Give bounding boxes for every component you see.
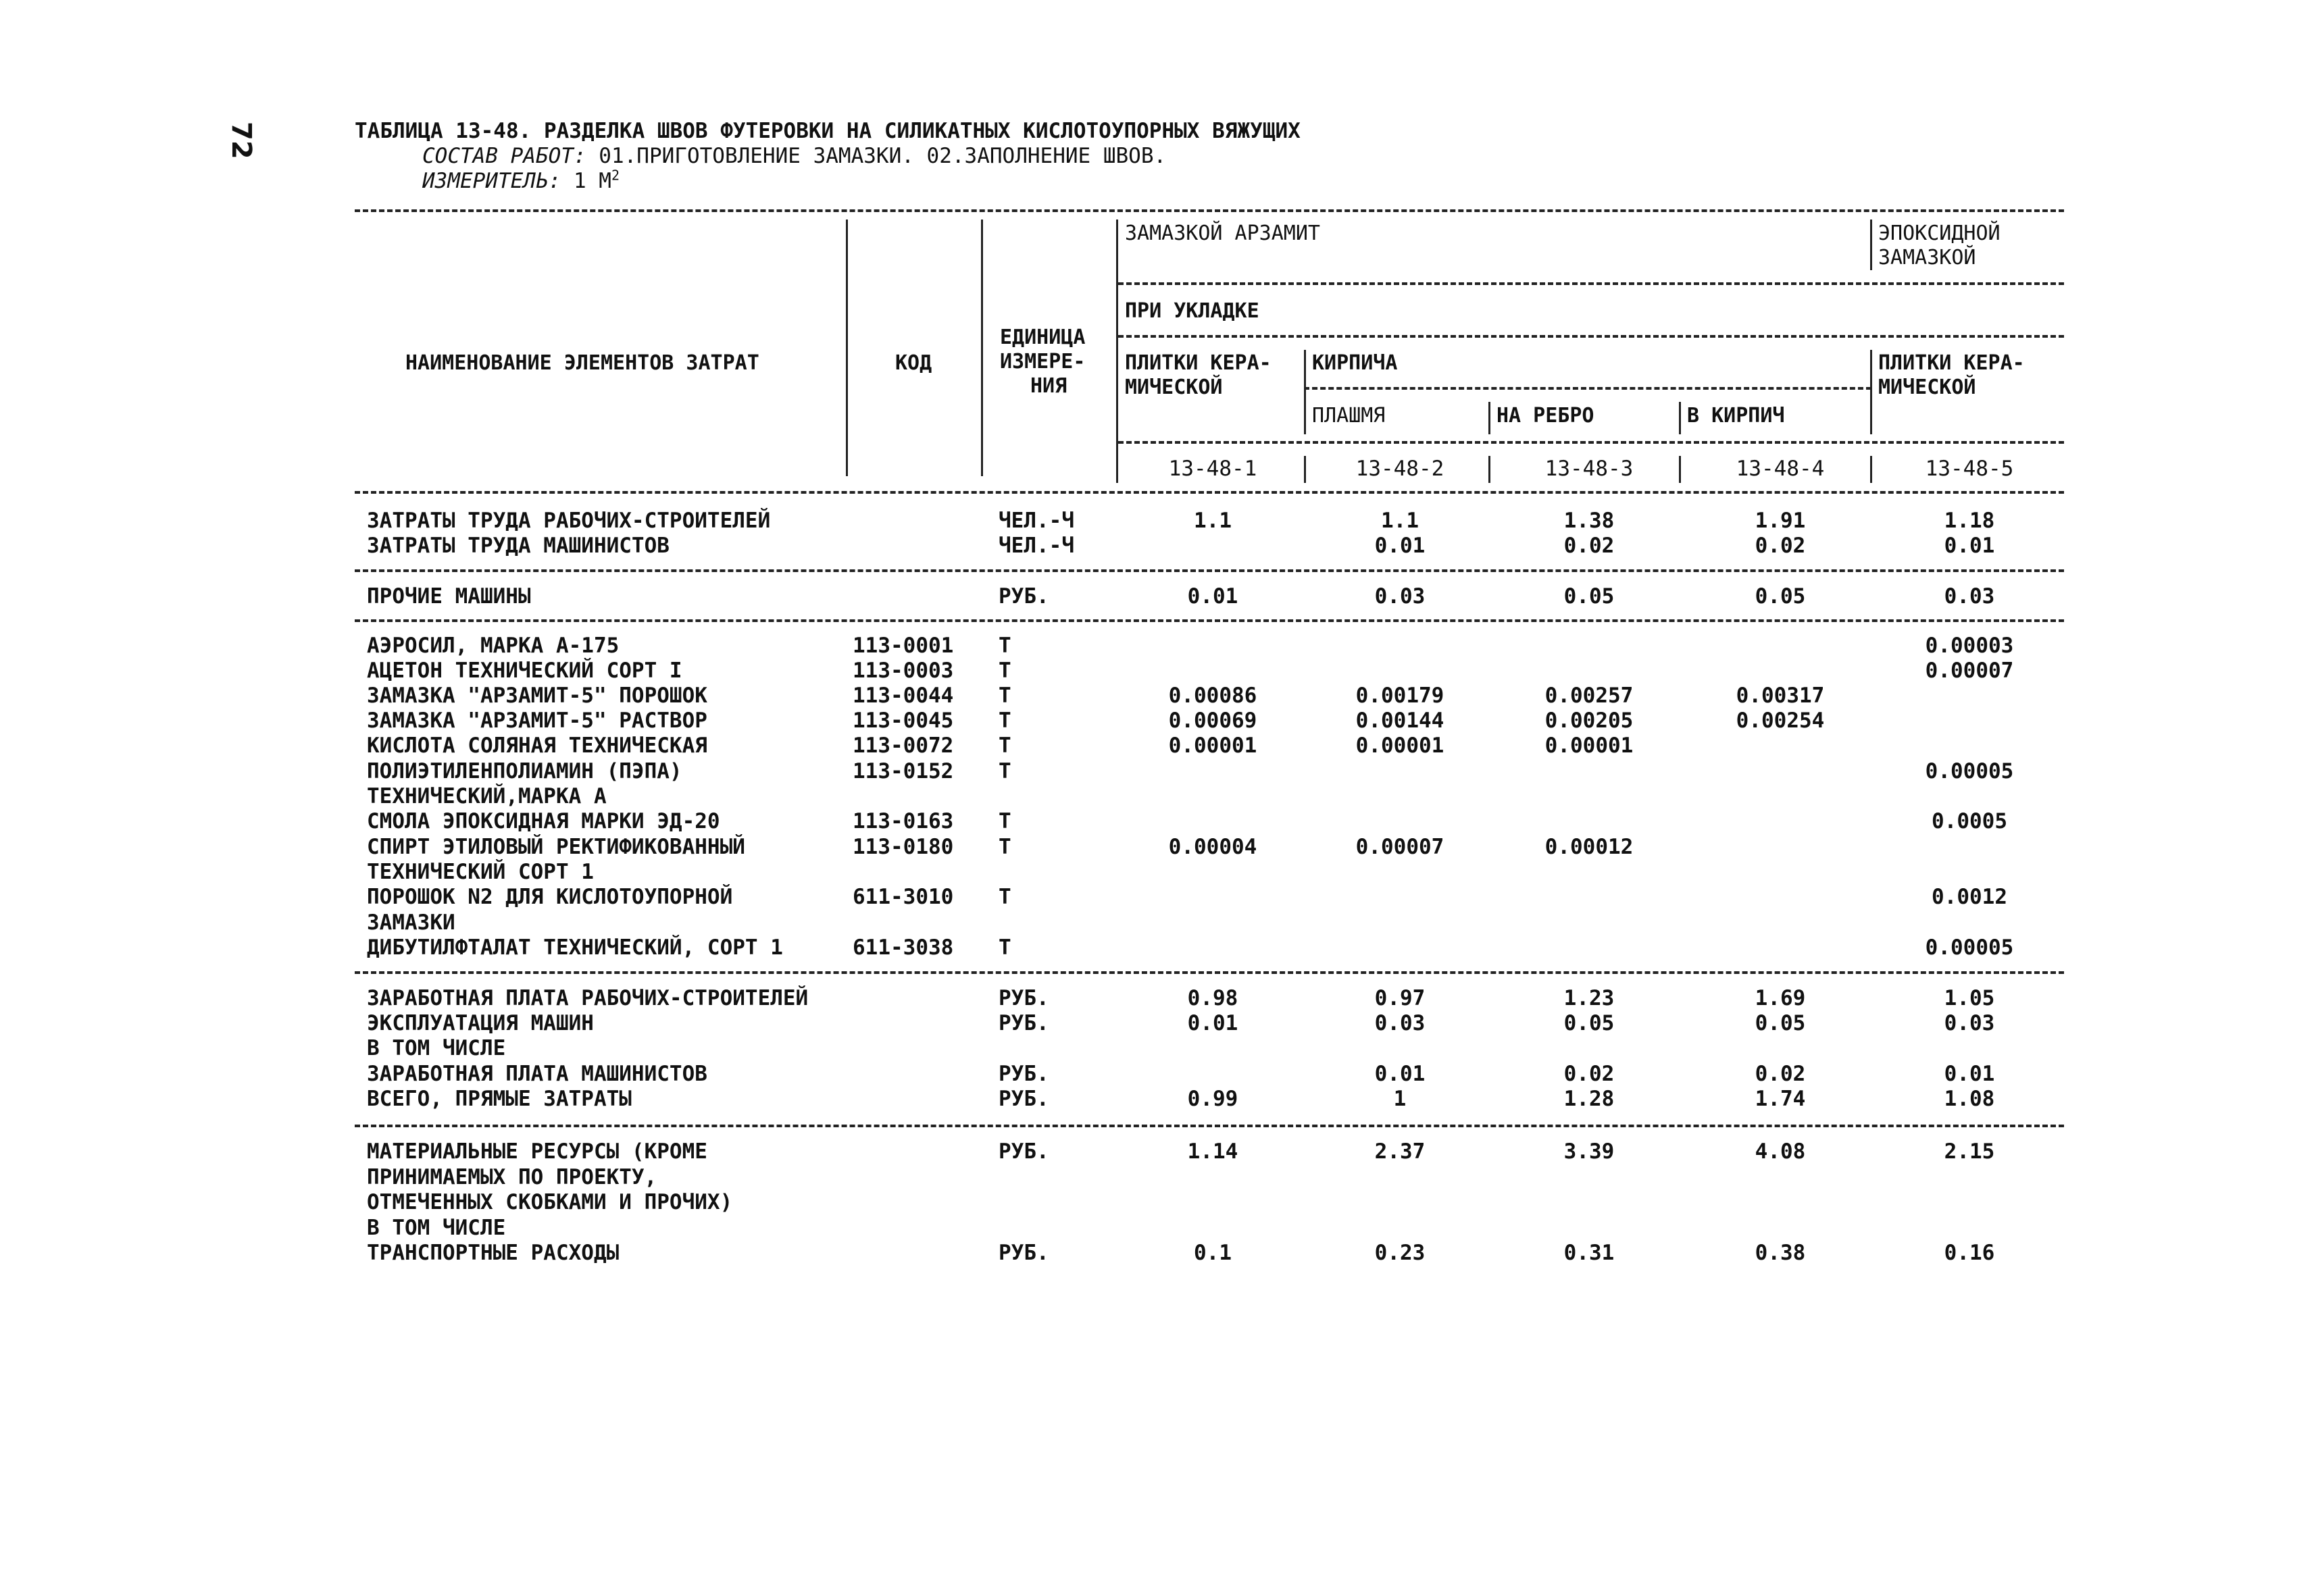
header-code-4: 13-48-4 [1736, 457, 1825, 481]
vbar-unit-values [1116, 220, 1118, 483]
vbar-brick [1304, 350, 1306, 434]
row-unit: РУБ. [999, 584, 1049, 609]
row-value-2: 0.00144 [1355, 709, 1444, 733]
row-name: ПРИНИМАЕМЫХ ПО ПРОЕКТУ, [367, 1165, 657, 1189]
header-epoxy-1: ЭПОКСИДНОЙ [1878, 222, 2001, 245]
header-rule-4 [1118, 441, 2064, 444]
row-name: ПОЛИЭТИЛЕНПОЛИАМИН (ПЭПА) [367, 759, 682, 783]
row-value-5: 1.18 [1944, 509, 1995, 533]
header-tiles-2: МИЧЕСКОЙ [1125, 376, 1223, 399]
row-value-4: 0.05 [1755, 584, 1806, 609]
row-value-1: 0.00086 [1168, 684, 1257, 708]
row-value-4: 1.91 [1755, 509, 1806, 533]
row-value-3: 3.39 [1563, 1139, 1615, 1164]
vbar-in-brick [1679, 402, 1681, 434]
row-value-4: 4.08 [1755, 1139, 1806, 1164]
header-code-5: 13-48-5 [1925, 457, 2014, 481]
composition-text: 01.ПРИГОТОВЛЕНИЕ ЗАМАЗКИ. 02.ЗАПОЛНЕНИЕ ШВОВ. [586, 144, 1167, 168]
header-laying: ПРИ УКЛАДКЕ [1125, 299, 1259, 323]
vbar-code-unit [981, 220, 983, 476]
row-name: ПРОЧИЕ МАШИНЫ [367, 584, 531, 609]
row-code: 611-3038 [853, 935, 954, 960]
row-value-2: 1 [1393, 1087, 1407, 1111]
row-unit: Т [999, 733, 1011, 758]
row-name: ЗАМАЗКИ [367, 910, 455, 935]
row-value-3: 0.05 [1563, 1011, 1615, 1035]
row-value-4: 0.00317 [1736, 684, 1825, 708]
row-value-5: 0.00003 [1925, 634, 2014, 658]
row-value-1: 1.14 [1187, 1139, 1238, 1164]
composition-line [422, 144, 1166, 168]
row-code: 113-0163 [853, 809, 954, 833]
row-value-2: 0.97 [1374, 986, 1426, 1010]
vbar-epoxy-top [1870, 220, 1872, 270]
header-tiles-1: ПЛИТКИ КЕРА- [1125, 351, 1272, 375]
section-rule-1 [355, 569, 2064, 572]
section-rule-3 [355, 971, 2064, 974]
header-unit-2: ИЗМЕРЕ- [1000, 350, 1086, 374]
row-unit: РУБ. [999, 1011, 1049, 1035]
row-value-1: 0.01 [1187, 1011, 1238, 1035]
header-code-col: КОД [895, 351, 932, 375]
vbar-code-2 [1304, 456, 1306, 483]
row-name: ВСЕГО, ПРЯМЫЕ ЗАТРАТЫ [367, 1087, 632, 1111]
measure-sup: 2 [611, 167, 620, 184]
row-name: ПОРОШОК N2 ДЛЯ КИСЛОТОУПОРНОЙ [367, 885, 733, 909]
row-value-2: 0.01 [1374, 1062, 1426, 1086]
header-bottom-rule [355, 491, 2064, 494]
row-code: 113-0045 [853, 709, 954, 733]
row-value-2: 1.1 [1381, 509, 1419, 533]
row-value-5: 0.03 [1944, 1011, 1995, 1035]
row-name: ЭКСПЛУАТАЦИЯ МАШИН [367, 1011, 594, 1035]
row-value-3: 1.28 [1563, 1087, 1615, 1111]
header-unit-3: НИЯ [1030, 374, 1067, 398]
row-value-4: 0.38 [1755, 1241, 1806, 1265]
header-tiles5-1: ПЛИТКИ КЕРА- [1878, 351, 2025, 375]
row-value-3: 1.23 [1563, 986, 1615, 1010]
header-flat: ПЛАШМЯ [1312, 404, 1386, 428]
header-in-brick: В КИРПИЧ [1687, 404, 1785, 428]
row-name: ЗАТРАТЫ ТРУДА РАБОЧИХ-СТРОИТЕЛЕЙ [367, 509, 771, 533]
row-code: 113-0003 [853, 659, 954, 683]
row-name: ДИБУТИЛФТАЛАТ ТЕХНИЧЕСКИЙ, СОРТ 1 [367, 935, 783, 960]
row-unit: Т [999, 935, 1011, 960]
measure-text: 1 М [561, 169, 611, 193]
header-epoxy-2: ЗАМАЗКОЙ [1878, 246, 1976, 269]
row-value-3: 0.31 [1563, 1241, 1615, 1265]
row-value-1: 0.98 [1187, 986, 1238, 1010]
table-title: ТАБЛИЦА 13-48. РАЗДЕЛКА ШВОВ ФУТЕРОВКИ НА СИЛИКАТНЫХ КИСЛОТОУПОРНЫХ ВЯЖУЩИХ [355, 119, 1301, 143]
row-value-2: 0.00001 [1355, 733, 1444, 758]
vbar-code-5 [1870, 456, 1872, 483]
row-unit: Т [999, 759, 1011, 783]
row-unit: Т [999, 684, 1011, 708]
section-rule-2 [355, 619, 2064, 622]
row-value-5: 0.01 [1944, 534, 1995, 558]
row-value-5: 0.0005 [1932, 809, 2007, 833]
row-value-5: 0.03 [1944, 584, 1995, 609]
row-code: 113-0044 [853, 684, 954, 708]
row-value-5: 2.15 [1944, 1139, 1995, 1164]
vbar-edge [1488, 402, 1490, 434]
row-unit: ЧЕЛ.-Ч [999, 509, 1074, 533]
row-name: В ТОМ ЧИСЛЕ [367, 1216, 506, 1240]
row-value-5: 0.00005 [1925, 935, 2014, 960]
row-value-2: 0.23 [1374, 1241, 1426, 1265]
row-value-5: 0.0012 [1932, 885, 2007, 909]
header-rule-2 [1118, 335, 2064, 338]
row-value-3: 0.00205 [1544, 709, 1634, 733]
row-value-1: 1.1 [1194, 509, 1232, 533]
row-value-4: 0.02 [1755, 534, 1806, 558]
row-unit: РУБ. [999, 986, 1049, 1010]
row-name: ЗАРАБОТНАЯ ПЛАТА РАБОЧИХ-СТРОИТЕЛЕЙ [367, 986, 809, 1010]
row-value-1: 0.00069 [1168, 709, 1257, 733]
row-code: 113-0001 [853, 634, 954, 658]
row-name: АЦЕТОН ТЕХНИЧЕСКИЙ СОРТ I [367, 659, 682, 683]
row-value-5: 0.00007 [1925, 659, 2014, 683]
header-code-3: 13-48-3 [1544, 457, 1634, 481]
row-value-3: 0.00001 [1544, 733, 1634, 758]
row-unit: Т [999, 885, 1011, 909]
row-name: СПИРТ ЭТИЛОВЫЙ РЕКТИФИКОВАННЫЙ [367, 835, 745, 859]
row-unit: Т [999, 835, 1011, 859]
row-name: ТРАНСПОРТНЫЕ РАСХОДЫ [367, 1241, 620, 1265]
header-brick: КИРПИЧА [1312, 351, 1398, 375]
row-name: СМОЛА ЭПОКСИДНАЯ МАРКИ ЭД-20 [367, 809, 720, 833]
row-value-4: 0.05 [1755, 1011, 1806, 1035]
vbar-code-3 [1488, 456, 1490, 483]
row-value-5: 0.01 [1944, 1062, 1995, 1086]
row-value-5: 0.00005 [1925, 759, 2014, 783]
row-value-3: 0.05 [1563, 584, 1615, 609]
row-value-1: 0.00001 [1168, 733, 1257, 758]
header-tiles5-2: МИЧЕСКОЙ [1878, 376, 1976, 399]
row-value-5: 0.16 [1944, 1241, 1995, 1265]
row-value-2: 2.37 [1374, 1139, 1426, 1164]
row-name: ОТМЕЧЕННЫХ СКОБКАМИ И ПРОЧИХ) [367, 1190, 733, 1214]
row-name: ЗАТРАТЫ ТРУДА МАШИНИСТОВ [367, 534, 670, 558]
row-value-3: 0.02 [1563, 1062, 1615, 1086]
row-value-4: 0.02 [1755, 1062, 1806, 1086]
vbar-tiles5 [1870, 350, 1872, 434]
row-value-1: 0.01 [1187, 584, 1238, 609]
row-value-2: 0.01 [1374, 534, 1426, 558]
row-unit: Т [999, 709, 1011, 733]
row-name: ТЕХНИЧЕСКИЙ СОРТ 1 [367, 860, 594, 884]
row-unit: РУБ. [999, 1139, 1049, 1164]
measure-label: ИЗМЕРИТЕЛЬ: [422, 169, 561, 193]
row-name: МАТЕРИАЛЬНЫЕ РЕСУРСЫ (КРОМЕ [367, 1139, 707, 1164]
row-code: 113-0072 [853, 733, 954, 758]
row-unit: ЧЕЛ.-Ч [999, 534, 1074, 558]
row-unit: РУБ. [999, 1087, 1049, 1111]
row-value-2: 0.00007 [1355, 835, 1444, 859]
section-rule-4 [355, 1125, 2064, 1127]
row-name: В ТОМ ЧИСЛЕ [367, 1036, 506, 1060]
header-name-col: НАИМЕНОВАНИЕ ЭЛЕМЕНТОВ ЗАТРАТ [405, 351, 759, 375]
measure-line [422, 169, 620, 193]
row-value-1: 0.99 [1187, 1087, 1238, 1111]
row-name: ЗАМАЗКА "АРЗАМИТ-5" РАСТВОР [367, 709, 707, 733]
row-name: АЭРОСИЛ, МАРКА А-175 [367, 634, 620, 658]
row-name: КИСЛОТА СОЛЯНАЯ ТЕХНИЧЕСКАЯ [367, 733, 707, 758]
row-value-4: 0.00254 [1736, 709, 1825, 733]
row-name: ЗАМАЗКА "АРЗАМИТ-5" ПОРОШОК [367, 684, 707, 708]
row-code: 113-0152 [853, 759, 954, 783]
row-value-2: 0.00179 [1355, 684, 1444, 708]
header-edge: НА РЕБРО [1496, 404, 1594, 428]
row-code: 611-3010 [853, 885, 954, 909]
header-top-rule [355, 209, 2064, 212]
row-unit: Т [999, 659, 1011, 683]
row-value-5: 1.08 [1944, 1087, 1995, 1111]
row-value-3: 0.02 [1563, 534, 1615, 558]
page-number: 72 [226, 122, 257, 159]
row-unit: РУБ. [999, 1062, 1049, 1086]
header-rule-1 [1118, 282, 2064, 285]
row-value-1: 0.1 [1194, 1241, 1232, 1265]
header-unit-1: ЕДИНИЦА [1000, 326, 1086, 349]
row-name: ЗАРАБОТНАЯ ПЛАТА МАШИНИСТОВ [367, 1062, 707, 1086]
vbar-name-code [846, 220, 848, 476]
header-code-2: 13-48-2 [1355, 457, 1444, 481]
row-value-2: 0.03 [1374, 584, 1426, 609]
row-name: ТЕХНИЧЕСКИЙ,МАРКА А [367, 784, 607, 808]
vbar-code-4 [1679, 456, 1681, 483]
row-value-5: 1.05 [1944, 986, 1995, 1010]
row-value-3: 0.00012 [1544, 835, 1634, 859]
row-value-2: 0.03 [1374, 1011, 1426, 1035]
row-value-3: 0.00257 [1544, 684, 1634, 708]
row-unit: РУБ. [999, 1241, 1049, 1265]
composition-label: СОСТАВ РАБОТ: [422, 144, 586, 168]
header-code-1: 13-48-1 [1168, 457, 1257, 481]
row-value-3: 1.38 [1563, 509, 1615, 533]
row-value-1: 0.00004 [1168, 835, 1257, 859]
header-arzamit: ЗАМАЗКОЙ АРЗАМИТ [1125, 222, 1320, 245]
header-rule-3 [1304, 387, 1871, 390]
row-code: 113-0180 [853, 835, 954, 859]
row-value-4: 1.69 [1755, 986, 1806, 1010]
row-unit: Т [999, 809, 1011, 833]
row-value-4: 1.74 [1755, 1087, 1806, 1111]
row-unit: Т [999, 634, 1011, 658]
